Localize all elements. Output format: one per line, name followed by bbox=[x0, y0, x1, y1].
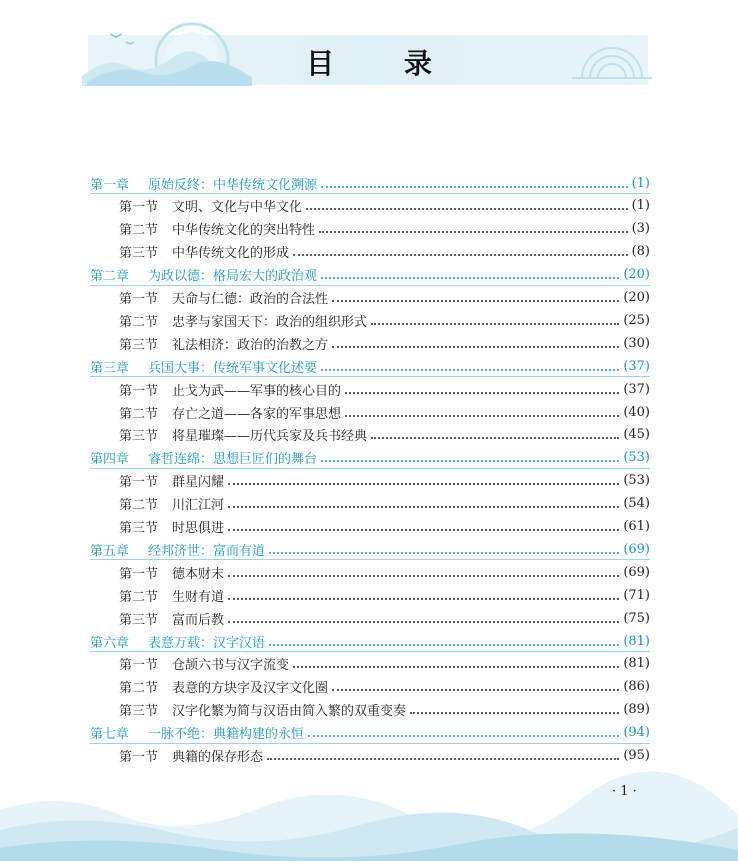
section-number: 第二节 bbox=[119, 406, 159, 422]
page-title: 目 录 bbox=[306, 47, 462, 80]
section-number: 第二节 bbox=[119, 223, 159, 239]
leader-dots bbox=[228, 620, 619, 623]
leader-dots bbox=[345, 391, 619, 394]
leader-dots bbox=[228, 597, 619, 600]
leader-dots bbox=[332, 345, 619, 348]
leader-dots bbox=[321, 459, 619, 462]
page-reference: (20) bbox=[623, 267, 650, 283]
section-number: 第一节 bbox=[119, 475, 159, 491]
chapter-number: 第四章 bbox=[90, 452, 130, 468]
page-reference: (30) bbox=[623, 335, 650, 351]
chapter-number: 第三章 bbox=[90, 360, 130, 376]
section-title: 存亡之道——各家的军事思想 bbox=[172, 406, 342, 422]
section-number: 第一节 bbox=[119, 750, 159, 765]
page-reference: (1) bbox=[631, 198, 650, 214]
section-title: 汉字化繁为简与汉语由简入繁的双重变奏 bbox=[172, 704, 407, 720]
section-title: 表意的方块字及汉字文化圈 bbox=[172, 681, 329, 697]
chapter-number: 第一章 bbox=[90, 177, 130, 193]
section-title: 止戈为武——军事的核心目的 bbox=[172, 383, 342, 399]
section-title: 文明、文化与中华文化 bbox=[172, 200, 303, 216]
toc-section-entry[interactable] bbox=[119, 699, 650, 721]
leader-dots bbox=[332, 688, 619, 691]
chapter-underline bbox=[90, 651, 650, 652]
page-reference: (94) bbox=[623, 725, 650, 741]
page-reference: (25) bbox=[623, 312, 650, 328]
section-title: 天命与仁德：政治的合法性 bbox=[172, 292, 329, 307]
page-reference: (45) bbox=[623, 427, 650, 443]
page-reference: (71) bbox=[623, 587, 650, 603]
chapter-number: 第二章 bbox=[90, 269, 130, 285]
toc-chapter-entry[interactable] bbox=[90, 447, 650, 469]
chapter-underline bbox=[90, 468, 650, 469]
chapter-underline bbox=[90, 743, 650, 744]
leader-dots bbox=[308, 734, 619, 737]
section-number: 第三节 bbox=[119, 521, 159, 536]
page-reference: (89) bbox=[623, 702, 650, 718]
page-reference: (1) bbox=[631, 175, 650, 191]
chapter-title: 为政以德：格局宏大的政治观 bbox=[148, 269, 318, 285]
chapter-title: 经邦济世：富而有道 bbox=[148, 543, 266, 559]
leader-dots bbox=[321, 185, 628, 188]
page-reference: (81) bbox=[623, 633, 650, 649]
page-reference: (37) bbox=[623, 358, 650, 374]
toc-chapter-entry[interactable] bbox=[90, 172, 650, 194]
leader-dots bbox=[293, 665, 619, 668]
section-number: 第一节 bbox=[119, 383, 159, 399]
toc-section-entry[interactable] bbox=[119, 332, 650, 354]
chapter-title: 一脉不绝：典籍构建的永恒 bbox=[148, 727, 305, 743]
leader-dots bbox=[228, 574, 619, 577]
toc-section-entry[interactable] bbox=[119, 309, 650, 331]
chapter-number: 第五章 bbox=[90, 543, 130, 559]
toc-chapter-entry[interactable] bbox=[90, 264, 650, 286]
page-reference: (75) bbox=[623, 610, 650, 626]
leader-dots bbox=[269, 643, 619, 646]
section-number: 第二节 bbox=[119, 498, 159, 514]
page-reference: (61) bbox=[623, 519, 650, 534]
page-reference: (20) bbox=[623, 290, 650, 305]
page-reference: (8) bbox=[631, 244, 650, 260]
leader-dots bbox=[269, 551, 619, 554]
page-reference: (69) bbox=[623, 564, 650, 580]
section-number: 第二节 bbox=[119, 314, 159, 330]
leader-dots bbox=[293, 253, 628, 256]
page-number: · 1 · bbox=[612, 784, 637, 799]
section-title: 礼法相济：政治的治教之方 bbox=[172, 337, 329, 353]
page-reference: (54) bbox=[623, 496, 650, 512]
page-reference: (69) bbox=[623, 541, 650, 557]
chapter-title: 睿哲连绵：思想巨匠们的舞台 bbox=[148, 452, 318, 468]
leader-dots bbox=[306, 207, 628, 210]
chapter-underline bbox=[90, 193, 650, 194]
toc-chapter-entry[interactable] bbox=[90, 538, 650, 560]
toc-section-entry[interactable] bbox=[119, 195, 650, 217]
section-number: 第三节 bbox=[119, 246, 159, 262]
chapter-title: 原始反终：中华传统文化溯源 bbox=[148, 177, 318, 193]
leader-dots bbox=[371, 436, 619, 439]
section-title: 生财有道 bbox=[172, 589, 225, 605]
section-title: 忠孝与家国天下：政治的组织形式 bbox=[172, 314, 368, 330]
section-title: 中华传统文化的形成 bbox=[172, 246, 290, 262]
section-title: 仓颉六书与汉字流变 bbox=[172, 658, 290, 674]
leader-dots bbox=[228, 505, 619, 508]
toc-section-entry[interactable] bbox=[119, 424, 650, 446]
page-reference: (40) bbox=[623, 404, 650, 420]
section-title: 将星璀璨——历代兵家及兵书经典 bbox=[172, 429, 368, 445]
leader-dots bbox=[345, 414, 619, 417]
leader-dots bbox=[371, 322, 619, 325]
section-number: 第一节 bbox=[119, 566, 159, 582]
section-number: 第三节 bbox=[119, 429, 159, 445]
section-title: 群星闪耀 bbox=[172, 475, 225, 491]
chapter-title: 表意万载：汉字汉语 bbox=[148, 635, 266, 651]
section-number: 第一节 bbox=[119, 292, 159, 307]
page-reference: (86) bbox=[623, 679, 650, 695]
section-number: 第一节 bbox=[119, 658, 159, 674]
leader-dots bbox=[319, 230, 628, 233]
section-title: 德本财末 bbox=[172, 566, 225, 582]
leader-dots bbox=[321, 276, 619, 279]
toc-section-entry[interactable] bbox=[119, 607, 650, 629]
toc-section-entry[interactable] bbox=[119, 218, 650, 240]
section-title: 川汇江河 bbox=[172, 498, 225, 514]
page-reference: (53) bbox=[623, 450, 650, 466]
leader-dots bbox=[228, 482, 619, 485]
toc-section-entry[interactable] bbox=[119, 584, 650, 606]
leader-dots bbox=[321, 368, 619, 371]
toc-section-entry[interactable] bbox=[119, 745, 650, 767]
page-reference: (3) bbox=[631, 221, 650, 237]
section-title: 时思俱进 bbox=[172, 521, 225, 536]
leader-dots bbox=[267, 757, 619, 760]
section-number: 第二节 bbox=[119, 681, 159, 697]
toc-section-entry[interactable] bbox=[119, 378, 650, 400]
section-number: 第三节 bbox=[119, 337, 159, 353]
toc-chapter-entry[interactable] bbox=[90, 355, 650, 377]
toc-section-entry[interactable] bbox=[119, 676, 650, 698]
toc-section-entry[interactable] bbox=[119, 401, 650, 423]
toc-section-entry[interactable] bbox=[119, 287, 650, 309]
chapter-underline bbox=[90, 376, 650, 377]
toc-section-entry[interactable] bbox=[119, 493, 650, 515]
page-reference: (95) bbox=[623, 748, 650, 763]
chapter-title: 兵国大事：传统军事文化述要 bbox=[148, 360, 318, 376]
chapter-number: 第七章 bbox=[90, 727, 130, 743]
chapter-underline bbox=[90, 285, 650, 286]
chapter-underline bbox=[90, 559, 650, 560]
toc-section-entry[interactable] bbox=[119, 241, 650, 263]
toc-section-entry[interactable] bbox=[119, 470, 650, 492]
chapter-number: 第六章 bbox=[90, 635, 130, 651]
toc-section-entry[interactable] bbox=[119, 561, 650, 583]
section-title: 富而后教 bbox=[172, 612, 225, 628]
section-number: 第三节 bbox=[119, 612, 159, 628]
page-reference: (81) bbox=[623, 656, 650, 672]
toc-chapter-entry[interactable] bbox=[90, 722, 650, 744]
leader-dots bbox=[332, 299, 619, 302]
section-title: 中华传统文化的突出特性 bbox=[172, 223, 316, 239]
leader-dots bbox=[410, 711, 619, 714]
section-number: 第三节 bbox=[119, 704, 159, 720]
toc-section-entry[interactable] bbox=[119, 653, 650, 675]
section-title: 典籍的保存形态 bbox=[172, 750, 264, 765]
leader-dots bbox=[228, 528, 619, 531]
section-number: 第二节 bbox=[119, 589, 159, 605]
section-number: 第一节 bbox=[119, 200, 159, 216]
page-reference: (53) bbox=[623, 473, 650, 489]
page-reference: (37) bbox=[623, 381, 650, 397]
toc-section-entry[interactable] bbox=[119, 516, 650, 538]
toc-chapter-entry[interactable] bbox=[90, 630, 650, 652]
